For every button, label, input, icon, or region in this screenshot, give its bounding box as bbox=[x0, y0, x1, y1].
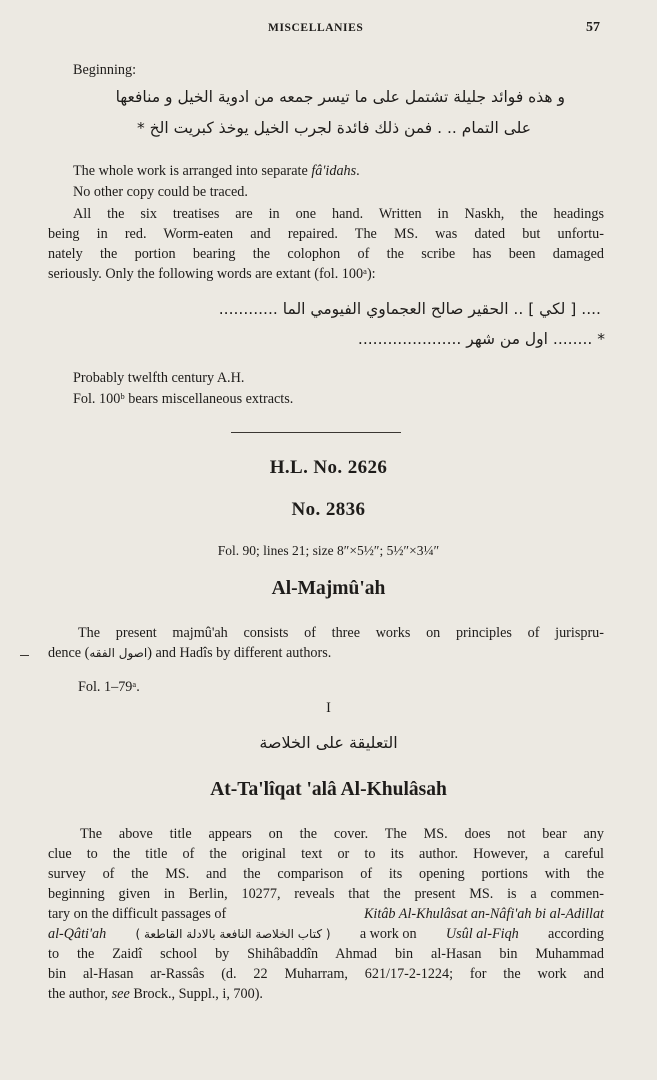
treatises-line: seriously. Only the following words are extant (fol. 100ᵃ): bbox=[48, 266, 376, 282]
body-line bbox=[48, 924, 604, 944]
body-italic-term: Usûl al-Fiqh bbox=[445, 926, 519, 942]
arabic-inline-term: اصول الفقه bbox=[89, 646, 148, 660]
body-line: beginning given in Berlin, 10277, reveals that the present MS. is a commen- bbox=[48, 886, 604, 902]
body-line: The above title appears on the cover. The MS. does not bear any bbox=[80, 826, 604, 842]
fol-100b-line: Fol. 100ᵇ bears miscellaneous extracts. bbox=[73, 391, 294, 407]
probably-date-line: Probably twelfth century A.H. bbox=[73, 370, 245, 386]
body-line bbox=[48, 904, 604, 924]
body-text: a work on bbox=[359, 926, 417, 942]
work-title-heading: Al-Majmû'ah bbox=[271, 578, 386, 599]
body-text: according bbox=[548, 926, 604, 942]
beginning-label: Beginning: bbox=[73, 62, 137, 78]
arabic-inline-title: ( كتاب الخلاصة النافعة بالادلة القاطعة ) bbox=[135, 927, 331, 941]
description-text: ) and Hadîs by different authors. bbox=[147, 645, 332, 661]
number-heading: No. 2836 bbox=[291, 499, 366, 520]
body-line: bin al-Hasan ar-Rassâs (d. 22 Muharram, 621/17-2-1224; for the work and bbox=[48, 966, 604, 982]
body-line: survey of the MS. and the comparison of its opening portions with the bbox=[48, 866, 604, 882]
colophon-line-1: .... [ لكي ] .. الحقير صالح العجماوي الفيومي الما ............ bbox=[218, 300, 601, 318]
description-paragraph bbox=[48, 623, 604, 663]
folio-range: Fol. 1–79ᵃ. bbox=[78, 679, 140, 695]
folio-meta: Fol. 90; lines 21; size 8″×5½″; 5½″×3¼″ bbox=[217, 543, 440, 558]
page-header bbox=[0, 20, 657, 40]
margin-mark bbox=[20, 655, 29, 656]
body-line: clue to the title of the original text or to its author. However, a careful bbox=[48, 846, 604, 862]
description-text: dence ( bbox=[48, 645, 90, 661]
treatises-line: All the six treatises are in one hand. Written in Naskh, the headings bbox=[73, 206, 604, 222]
body-italic-term: see bbox=[111, 986, 130, 1002]
arrangement-text: The whole work is arranged into separate bbox=[73, 163, 312, 179]
transliterated-work-title: At-Ta'lîqat 'alâ Al-Khulâsah bbox=[210, 779, 447, 800]
description-line: The present majmû'ah consists of three works on principles of jurispru- bbox=[78, 625, 604, 641]
body-text: tary on the difficult passages of bbox=[48, 906, 227, 922]
colophon-line-2: * ........ اول من شهر ..................... bbox=[357, 330, 605, 348]
arabic-beginning-line-2: على التمام .. . فمن ذلك فائدة لجرب الخيل يوخذ كبريت الخ * bbox=[136, 119, 531, 137]
section-divider bbox=[231, 432, 401, 433]
running-title: MISCELLANIES bbox=[268, 22, 364, 34]
body-line: to the Zaidî school by Shihâbaddîn Ahmad bin al-Hasan bin Muhammad bbox=[48, 946, 604, 962]
body-line bbox=[48, 984, 604, 1004]
page-number: 57 bbox=[586, 20, 600, 35]
body-text: the author, bbox=[48, 986, 112, 1002]
treatises-paragraph bbox=[48, 204, 604, 284]
body-paragraph bbox=[48, 824, 604, 1004]
arrangement-end: . bbox=[356, 163, 360, 179]
treatises-line: being in red. Worm-eaten and repaired. The MS. was dated but unfortu- bbox=[48, 226, 604, 242]
section-numeral: I bbox=[326, 700, 331, 716]
arabic-work-title: التعليقة على الخلاصة bbox=[259, 733, 398, 752]
treatises-line: nately the portion bearing the colophon of the scribe has been damaged bbox=[48, 246, 604, 262]
arrangement-line bbox=[73, 161, 360, 181]
arrangement-term: fâ'idahs bbox=[311, 163, 357, 179]
no-other-copy-line: No other copy could be traced. bbox=[73, 184, 248, 200]
body-italic-title: Kitâb Al-Khulâsat an-Nâfi'ah bi al-Adillat bbox=[363, 906, 604, 922]
body-italic-title: al-Qâti'ah bbox=[48, 926, 107, 942]
arabic-beginning-line-1: و هذه فوائد جليلة تشتمل على ما تيسر جمعه من ادوية الخيل و منافعها bbox=[115, 88, 565, 106]
description-line bbox=[48, 643, 604, 663]
hl-number-heading: H.L. No. 2626 bbox=[269, 457, 388, 478]
body-text: Brock., Suppl., i, 700). bbox=[129, 986, 263, 1002]
